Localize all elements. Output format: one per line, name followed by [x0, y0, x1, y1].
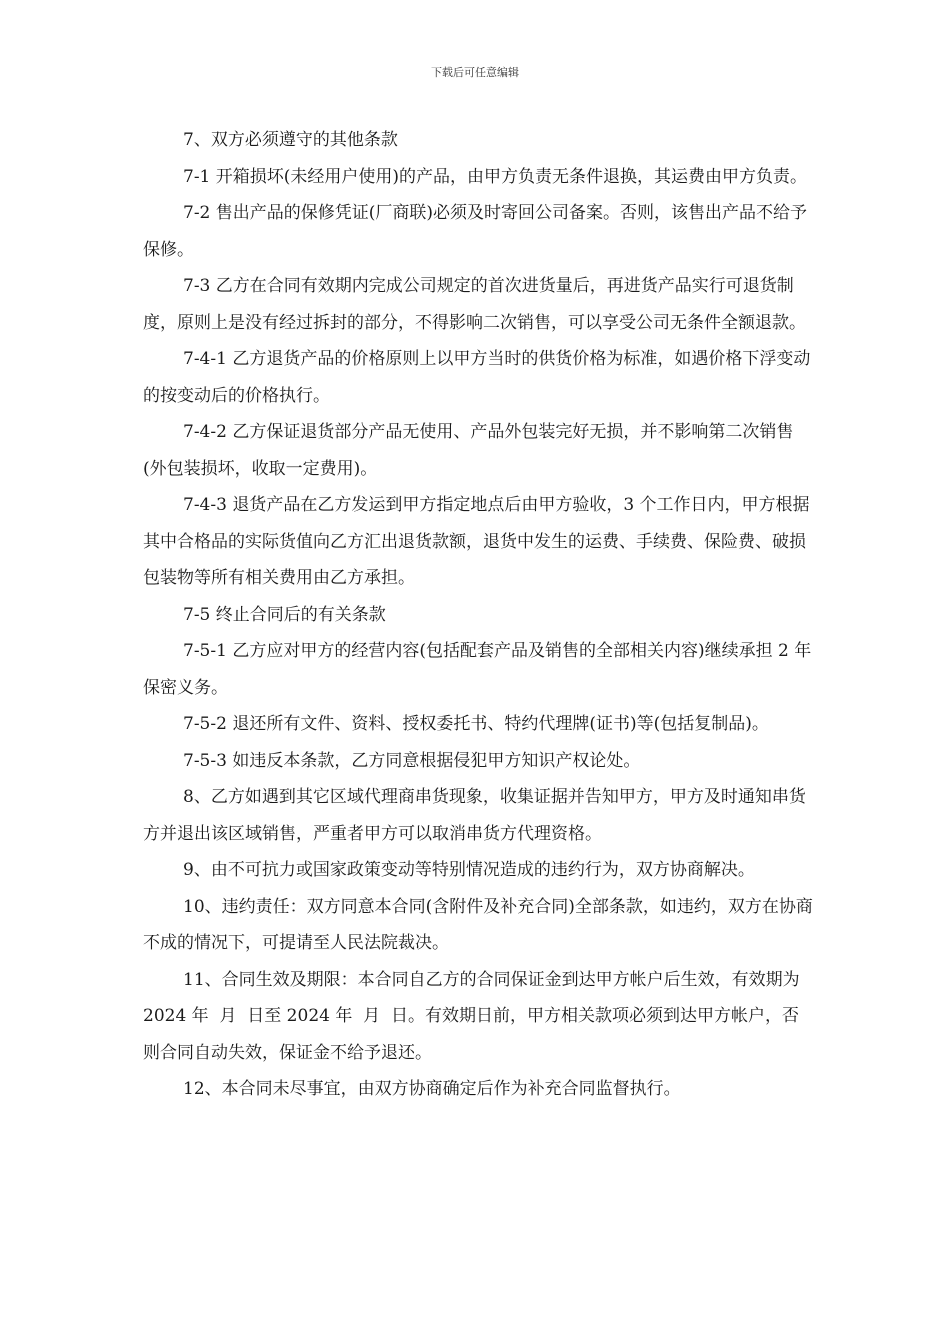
paragraph: 11、合同生效及期限：本合同自乙方的合同保证金到达甲方帐户后生效，有效期为 2024 年 月 日至 2024 年 月 日。有效期日前，甲方相关款项必须到达甲方帐户，否则合同自动失效，保证金不给予退还。	[143, 969, 806, 1063]
paragraph: 7-2 售出产品的保修凭证(厂商联)必须及时寄回公司备案。否则，该售出产品不给予保修。	[143, 203, 808, 260]
paragraph: 7-5-2 退还所有文件、资料、授权委托书、特约代理牌(证书)等(包括复制品)。	[183, 714, 769, 734]
paragraph: 7-5-3 如违反本条款，乙方同意根据侵犯甲方知识产权论处。	[183, 750, 641, 771]
paragraph: 8、乙方如遇到其它区域代理商串货现象，收集证据并告知甲方，甲方及时通知串货方并退出该区域销售，严重者甲方可以取消串货方代理资格。	[143, 787, 806, 844]
paragraph: 12、本合同未尽事宜，由双方协商确定后作为补充合同监督执行。	[183, 1079, 681, 1099]
paragraph: 7-5 终止合同后的有关条款	[183, 604, 386, 625]
paragraph: 7-5-1 乙方应对甲方的经营内容(包括配套产品及销售的全部相关内容)继续承担 2 年保密义务。	[143, 641, 812, 698]
document-body	[143, 122, 815, 1108]
paragraph: 9、由不可抗力或国家政策变动等特别情况造成的违约行为，双方协商解决。	[183, 860, 755, 880]
paragraph: 7-4-1 乙方退货产品的价格原则上以甲方当时的供货价格为标准，如遇价格下浮变动的按变动后的价格执行。	[143, 349, 811, 406]
paragraph: 10、违约责任：双方同意本合同(含附件及补充合同)全部条款，如违约，双方在协商不成的情况下，可提请至人民法院裁决。	[143, 896, 813, 953]
paragraph: 7-4-3 退货产品在乙方发运到甲方指定地点后由甲方验收，3 个工作日内，甲方根据其中合格品的实际货值向乙方汇出退货款额，退货中发生的运费、手续费、保险费、破损包装物等所有相关费用由乙方承担。	[143, 495, 810, 588]
paragraph: 7-4-2 乙方保证退货部分产品无使用、产品外包装完好无损，并不影响第二次销售(外包装损坏，收取一定费用)。	[143, 422, 794, 479]
page-header: 下载后可任意编辑	[431, 66, 519, 79]
paragraph: 7-1 开箱损坏(未经用户使用)的产品，由甲方负责无条件退换，其运费由甲方负责。	[183, 166, 808, 187]
paragraph: 7-3 乙方在合同有效期内完成公司规定的首次进货量后，再进货产品实行可退货制度，原则上是没有经过拆封的部分，不得影响二次销售，可以享受公司无条件全额退款。	[143, 276, 806, 333]
paragraph: 7、双方必须遵守的其他条款	[183, 130, 398, 150]
